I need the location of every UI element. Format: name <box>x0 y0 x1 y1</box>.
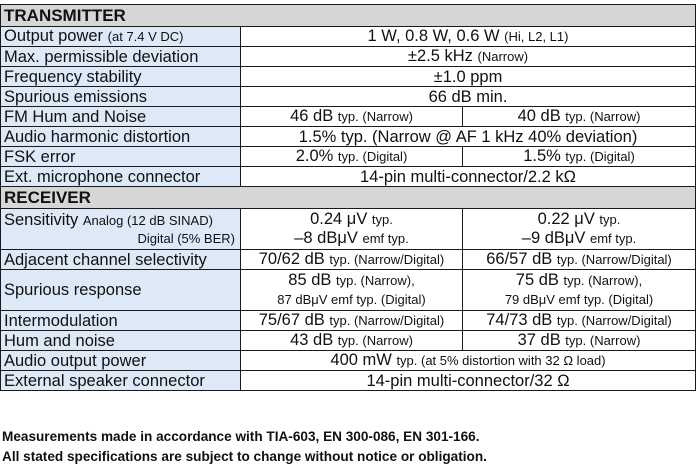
footnote-disclaimer: All stated specifications are subject to change without notice or obligation. <box>2 449 487 464</box>
table-row <box>1 311 696 331</box>
row-value-1: 43 dB <box>290 331 334 349</box>
table-row <box>1 167 696 187</box>
transmitter-heading: TRANSMITTER <box>1 5 696 27</box>
section-header-transmitter <box>1 5 696 27</box>
row-value-note: typ. (at 5% distortion with 32 Ω load) <box>396 353 606 368</box>
row-value-2-note: typ. (Narrow/Digital) <box>556 313 672 328</box>
row-value-1-line1: 0.24 μV <box>310 210 368 228</box>
footnote-measurements: Measurements made in accordance with TIA-603, EN 300-086, EN 301-166. <box>2 429 480 444</box>
row-value: ±1.0 ppm <box>241 67 696 87</box>
row-value-1-line2: –8 dBμV <box>294 229 358 247</box>
table-row <box>1 87 696 107</box>
row-value: ±2.5 kHz <box>407 47 473 65</box>
row-value: 1.5% typ. (Narrow @ AF 1 kHz 40% deviation) <box>241 127 696 147</box>
row-value-2-note: typ. (Narrow/Digital) <box>556 252 672 267</box>
row-label: Output power <box>4 27 104 45</box>
row-label: FSK error <box>1 147 241 167</box>
table-row <box>1 250 696 270</box>
table-row <box>1 351 696 371</box>
row-value-2-note: typ. (Narrow) <box>565 333 641 348</box>
row-value-1-note: typ. (Narrow) <box>337 109 413 124</box>
row-value: 14-pin multi-connector/2.2 kΩ <box>241 167 696 187</box>
row-value-1: 75/67 dB <box>258 311 325 329</box>
row-value-2: 66/57 dB <box>486 250 553 268</box>
table-row <box>1 331 696 351</box>
analog-note: Analog (12 dB SINAD) <box>82 212 213 228</box>
section-header-receiver <box>1 187 696 209</box>
row-value-1-note: typ. (Narrow/Digital) <box>329 313 445 328</box>
row-value-2: 74/73 dB <box>486 311 553 329</box>
row-label: Audio harmonic distortion <box>1 127 241 147</box>
row-value-1-line1-note: typ. <box>371 212 393 227</box>
row-value-2: 40 dB <box>517 107 561 125</box>
row-value-2-line2-note: emf typ. <box>590 231 637 246</box>
row-label: Max. permissible deviation <box>1 47 241 67</box>
row-value-2-line2: 79 dBμV emf typ. (Digital) <box>504 292 654 307</box>
row-value-1: 2.0% <box>295 147 334 165</box>
row-value-2-line1-note: typ. (Narrow), <box>563 273 643 288</box>
row-label: Hum and noise <box>1 331 241 351</box>
digital-note: Digital (5% BER) <box>137 230 235 246</box>
row-value-1-line1: 85 dB <box>288 271 332 289</box>
specifications-table <box>0 4 696 391</box>
table-row <box>1 107 696 127</box>
row-value: 14-pin multi-connector/32 Ω <box>241 371 696 391</box>
table-row <box>1 147 696 167</box>
row-value-2: 37 dB <box>517 331 561 349</box>
row-value-note: (Narrow) <box>477 49 529 64</box>
row-label-note: (at 7.4 V DC) <box>107 29 184 44</box>
row-value-note: (Hi, L2, L1) <box>504 29 569 44</box>
row-value-1: 46 dB <box>290 107 334 125</box>
row-label: Ext. microphone connector <box>1 167 241 187</box>
row-value-1-line2: 87 dBμV emf typ. (Digital) <box>277 292 426 307</box>
table-row <box>1 209 696 250</box>
row-value: 400 mW <box>330 351 392 369</box>
row-label: Audio output power <box>1 351 241 371</box>
row-value-1-note: typ. (Narrow) <box>337 333 413 348</box>
row-value-2-note: typ. (Digital) <box>565 149 635 164</box>
table-row <box>1 27 696 47</box>
row-value-1-line2-note: emf typ. <box>362 231 409 246</box>
table-row <box>1 67 696 87</box>
row-value: 66 dB min. <box>241 87 696 107</box>
row-value-2-line2: –9 dBμV <box>521 229 586 247</box>
table-row <box>1 270 696 311</box>
row-value-2-line1: 0.22 μV <box>537 210 595 228</box>
row-value-1-line1-note: typ. (Narrow), <box>335 273 415 288</box>
row-label: Spurious emissions <box>1 87 241 107</box>
row-value-1-note: typ. (Narrow/Digital) <box>329 252 445 267</box>
row-label: Sensitivity <box>4 210 79 229</box>
row-value: 1 W, 0.8 W, 0.6 W <box>367 27 500 45</box>
row-label: Frequency stability <box>1 67 241 87</box>
table-row <box>1 47 696 67</box>
row-value-2: 1.5% <box>523 147 561 165</box>
row-value-1-note: typ. (Digital) <box>337 149 408 164</box>
row-label: Intermodulation <box>1 311 241 331</box>
row-label: Adjacent channel selectivity <box>1 250 241 270</box>
row-label: Spurious response <box>1 270 241 311</box>
row-label: FM Hum and Noise <box>1 107 241 127</box>
receiver-heading: RECEIVER <box>1 187 696 209</box>
row-value-2-line1: 75 dB <box>515 271 559 289</box>
footnotes <box>2 427 487 467</box>
row-label: External speaker connector <box>1 371 241 391</box>
table-row <box>1 371 696 391</box>
row-value-2-line1-note: typ. <box>599 212 621 227</box>
table-row <box>1 127 696 147</box>
row-value-2-note: typ. (Narrow) <box>565 109 641 124</box>
row-value-1: 70/62 dB <box>258 250 325 268</box>
